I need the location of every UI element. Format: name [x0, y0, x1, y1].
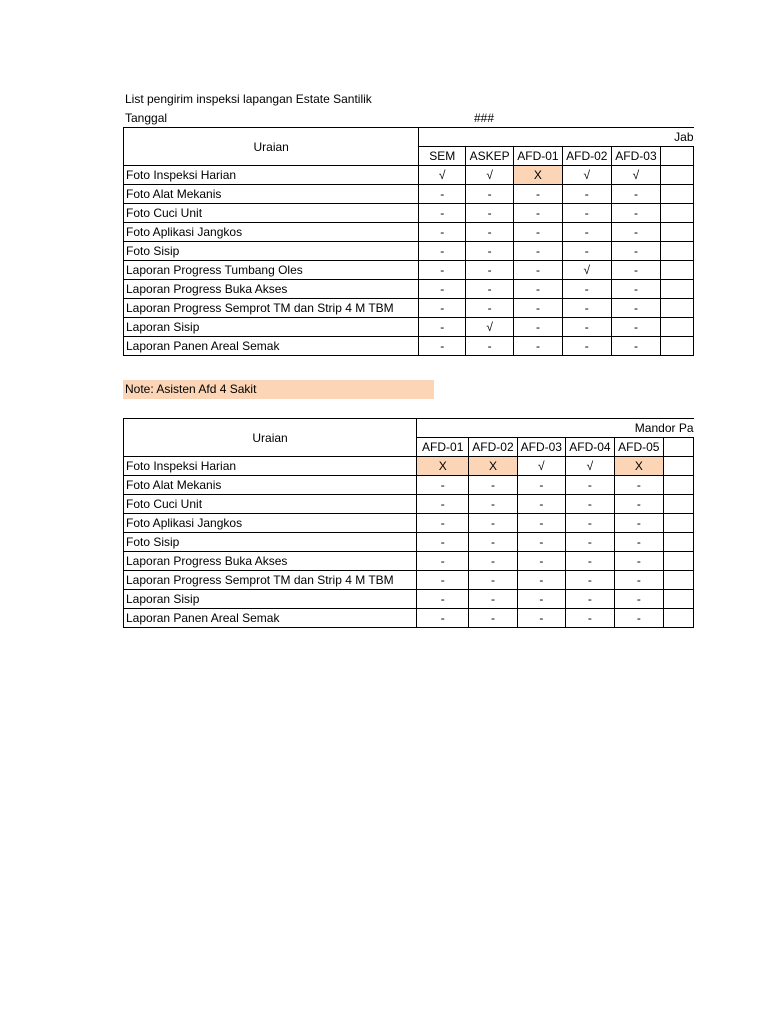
- status-cell-overflow: [663, 514, 693, 533]
- row-label: Laporan Progress Tumbang Oles: [124, 261, 419, 280]
- group-header-jabatan: Jab: [419, 128, 694, 147]
- row-label: Laporan Panen Areal Semak: [124, 609, 417, 628]
- status-cell: -: [514, 318, 563, 337]
- column-header: AFD-02: [469, 438, 517, 457]
- status-cell: -: [611, 223, 660, 242]
- status-cell: -: [614, 476, 663, 495]
- status-cell: -: [611, 261, 660, 280]
- status-cell: -: [514, 223, 563, 242]
- status-cell: -: [517, 552, 565, 571]
- column-header: AFD-03: [611, 147, 660, 166]
- status-cell: -: [614, 533, 663, 552]
- status-cell-overflow: [663, 495, 693, 514]
- column-header: AFD-03: [517, 438, 565, 457]
- status-cell: -: [562, 299, 611, 318]
- status-cell: -: [611, 242, 660, 261]
- status-cell: -: [419, 185, 466, 204]
- status-cell-overflow: [661, 166, 694, 185]
- status-cell: -: [611, 280, 660, 299]
- status-cell: -: [417, 609, 469, 628]
- row-label: Laporan Panen Areal Semak: [124, 337, 419, 356]
- status-cell: -: [419, 318, 466, 337]
- status-cell: -: [565, 552, 614, 571]
- status-cell: -: [517, 590, 565, 609]
- uraian-header: Uraian: [124, 128, 419, 166]
- inspection-table-mandor: [123, 418, 694, 628]
- status-cell: √: [466, 166, 514, 185]
- table2-viewport: [123, 418, 694, 633]
- status-cell-overflow: [661, 223, 694, 242]
- column-header-overflow: [661, 147, 694, 166]
- row-label: Foto Cuci Unit: [124, 204, 419, 223]
- table-row: [124, 280, 694, 299]
- status-cell-overflow: [663, 571, 693, 590]
- status-cell-overflow: [663, 476, 693, 495]
- status-cell-overflow: [661, 242, 694, 261]
- date-value: ###: [474, 111, 495, 125]
- table-row: [124, 495, 694, 514]
- table-row: [124, 590, 694, 609]
- status-cell: -: [417, 552, 469, 571]
- status-cell: -: [417, 514, 469, 533]
- row-label: Laporan Progress Buka Akses: [124, 280, 419, 299]
- note-banner: Note: Asisten Afd 4 Sakit: [123, 380, 434, 399]
- status-cell-overflow: [661, 280, 694, 299]
- status-cell: -: [419, 242, 466, 261]
- status-cell: -: [514, 299, 563, 318]
- status-cell: -: [417, 476, 469, 495]
- status-cell: -: [466, 261, 514, 280]
- table-row: [124, 337, 694, 356]
- table-row: [124, 571, 694, 590]
- status-cell-overflow: [661, 337, 694, 356]
- status-cell: -: [611, 318, 660, 337]
- table-row: [124, 242, 694, 261]
- table-row: [124, 318, 694, 337]
- column-header: AFD-05: [614, 438, 663, 457]
- row-label: Foto Cuci Unit: [124, 495, 417, 514]
- column-header: AFD-01: [514, 147, 563, 166]
- status-cell-overflow: [663, 533, 693, 552]
- status-cell: -: [514, 280, 563, 299]
- status-cell: -: [514, 204, 563, 223]
- status-cell: X: [514, 166, 563, 185]
- status-cell-overflow: [663, 609, 693, 628]
- status-cell: -: [614, 609, 663, 628]
- status-cell: -: [562, 242, 611, 261]
- status-cell: -: [417, 533, 469, 552]
- status-cell: -: [611, 185, 660, 204]
- table-row: [124, 552, 694, 571]
- status-cell: -: [565, 476, 614, 495]
- row-label: Foto Aplikasi Jangkos: [124, 514, 417, 533]
- status-cell: -: [419, 280, 466, 299]
- status-cell: -: [614, 552, 663, 571]
- status-cell-overflow: [663, 457, 693, 476]
- status-cell: -: [469, 533, 517, 552]
- status-cell: -: [466, 299, 514, 318]
- status-cell-overflow: [663, 590, 693, 609]
- status-cell-overflow: [663, 552, 693, 571]
- row-label: Foto Inspeksi Harian: [124, 166, 419, 185]
- status-cell: -: [466, 204, 514, 223]
- status-cell: -: [562, 280, 611, 299]
- status-cell: -: [517, 476, 565, 495]
- status-cell: -: [565, 514, 614, 533]
- status-cell-overflow: [661, 318, 694, 337]
- row-label: Foto Sisip: [124, 242, 419, 261]
- status-cell-overflow: [661, 185, 694, 204]
- status-cell: -: [466, 280, 514, 299]
- row-label: Foto Alat Mekanis: [124, 185, 419, 204]
- status-cell: X: [614, 457, 663, 476]
- table-row: [124, 223, 694, 242]
- row-label: Foto Aplikasi Jangkos: [124, 223, 419, 242]
- status-cell: -: [417, 590, 469, 609]
- column-header: AFD-04: [565, 438, 614, 457]
- status-cell: -: [517, 571, 565, 590]
- table-row: [124, 166, 694, 185]
- status-cell: -: [469, 476, 517, 495]
- status-cell: -: [565, 609, 614, 628]
- table-row: [124, 185, 694, 204]
- document-title: List pengirim inspeksi lapangan Estate Santilik: [125, 92, 372, 106]
- status-cell: √: [611, 166, 660, 185]
- status-cell: √: [419, 166, 466, 185]
- table-row: [124, 514, 694, 533]
- status-cell-overflow: [661, 261, 694, 280]
- status-cell: -: [514, 185, 563, 204]
- table-row: [124, 299, 694, 318]
- status-cell: -: [469, 552, 517, 571]
- table-row: [124, 457, 694, 476]
- status-cell: -: [514, 242, 563, 261]
- status-cell: -: [517, 495, 565, 514]
- status-cell: -: [562, 318, 611, 337]
- status-cell: -: [514, 261, 563, 280]
- status-cell: -: [611, 204, 660, 223]
- status-cell: -: [466, 242, 514, 261]
- date-label: Tanggal: [125, 111, 168, 125]
- status-cell: -: [469, 571, 517, 590]
- status-cell: √: [517, 457, 565, 476]
- status-cell: √: [565, 457, 614, 476]
- status-cell: -: [517, 514, 565, 533]
- status-cell-overflow: [661, 204, 694, 223]
- row-label: Laporan Sisip: [124, 318, 419, 337]
- group-header-mandor: Mandor Pa: [417, 419, 694, 438]
- status-cell: -: [469, 514, 517, 533]
- status-cell: -: [466, 185, 514, 204]
- status-cell: -: [417, 495, 469, 514]
- status-cell: -: [562, 337, 611, 356]
- status-cell: -: [417, 571, 469, 590]
- table1-viewport: [123, 127, 694, 361]
- status-cell: √: [466, 318, 514, 337]
- status-cell: -: [614, 590, 663, 609]
- status-cell: -: [469, 590, 517, 609]
- row-label: Foto Inspeksi Harian: [124, 457, 417, 476]
- status-cell: √: [562, 166, 611, 185]
- status-cell: -: [614, 514, 663, 533]
- status-cell: -: [469, 495, 517, 514]
- status-cell: √: [562, 261, 611, 280]
- status-cell: -: [614, 495, 663, 514]
- row-label: Laporan Progress Buka Akses: [124, 552, 417, 571]
- table-row: [124, 476, 694, 495]
- inspection-table-jabatan: [123, 127, 694, 356]
- column-header: AFD-02: [562, 147, 611, 166]
- status-cell: X: [417, 457, 469, 476]
- status-cell: X: [469, 457, 517, 476]
- table-row: [124, 609, 694, 628]
- status-cell: -: [517, 609, 565, 628]
- status-cell: -: [469, 609, 517, 628]
- row-label: Foto Sisip: [124, 533, 417, 552]
- status-cell: -: [517, 533, 565, 552]
- uraian-header: Uraian: [124, 419, 417, 457]
- status-cell: -: [562, 204, 611, 223]
- status-cell: -: [611, 337, 660, 356]
- status-cell: -: [419, 204, 466, 223]
- status-cell: -: [611, 299, 660, 318]
- status-cell-overflow: [661, 299, 694, 318]
- status-cell: -: [565, 590, 614, 609]
- status-cell: -: [565, 533, 614, 552]
- row-label: Laporan Sisip: [124, 590, 417, 609]
- status-cell: -: [562, 223, 611, 242]
- column-header: AFD-01: [417, 438, 469, 457]
- status-cell: -: [466, 337, 514, 356]
- status-cell: -: [419, 223, 466, 242]
- table-row: [124, 204, 694, 223]
- status-cell: -: [514, 337, 563, 356]
- status-cell: -: [565, 495, 614, 514]
- status-cell: -: [565, 571, 614, 590]
- table-row: [124, 533, 694, 552]
- row-label: Foto Alat Mekanis: [124, 476, 417, 495]
- row-label: Laporan Progress Semprot TM dan Strip 4 M TBM: [124, 299, 419, 318]
- column-header: SEM: [419, 147, 466, 166]
- row-label: Laporan Progress Semprot TM dan Strip 4 M TBM: [124, 571, 417, 590]
- status-cell: -: [419, 337, 466, 356]
- status-cell: -: [419, 261, 466, 280]
- table-row: [124, 261, 694, 280]
- column-header: ASKEP: [466, 147, 514, 166]
- status-cell: -: [562, 185, 611, 204]
- status-cell: -: [466, 223, 514, 242]
- column-header-overflow: [663, 438, 693, 457]
- status-cell: -: [614, 571, 663, 590]
- status-cell: -: [419, 299, 466, 318]
